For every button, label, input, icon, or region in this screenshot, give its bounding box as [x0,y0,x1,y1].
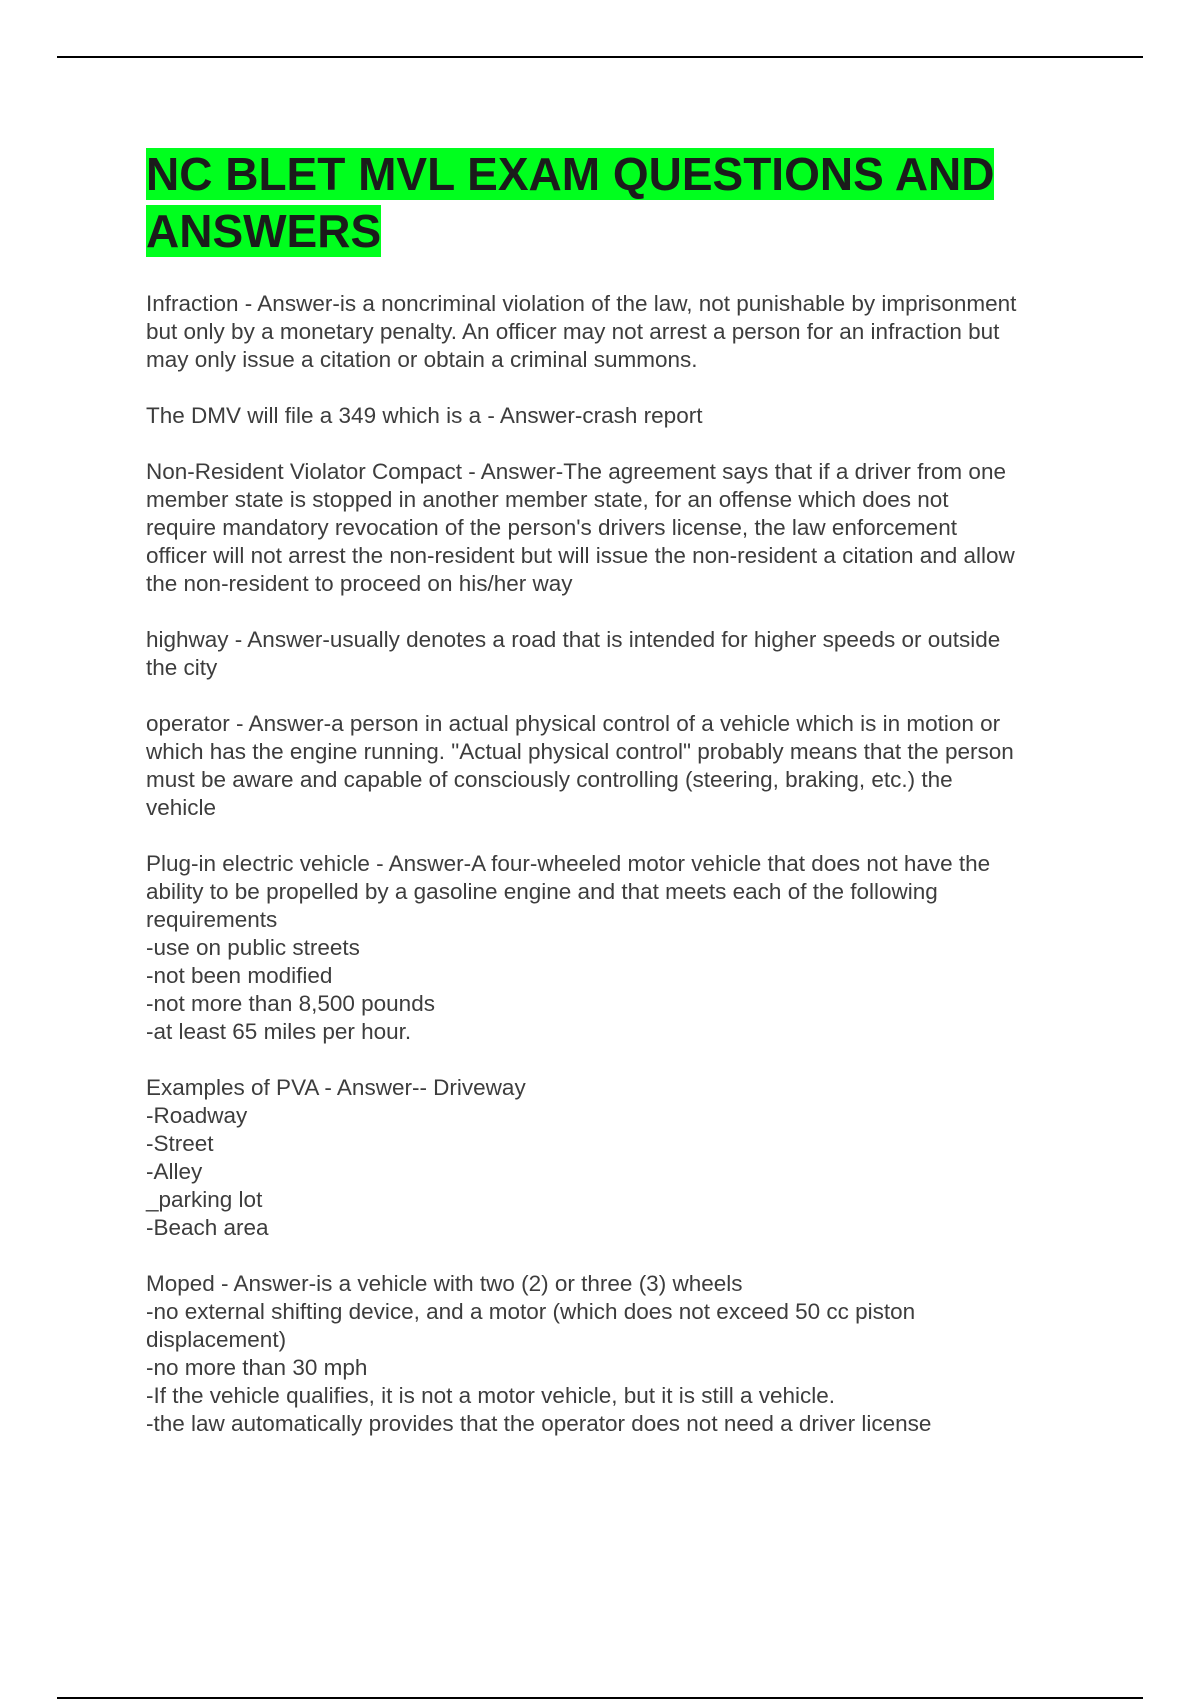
qa-entry-line: -Street [146,1131,214,1156]
qa-entry-line: may only issue a citation or obtain a criminal summons. [146,347,698,372]
qa-entry-line: officer will not arrest the non-resident but will issue the non-resident a citation and allow [146,543,1015,568]
qa-entry-line: the non-resident to proceed on his/her way [146,571,573,596]
document-body [146,146,1096,1466]
qa-entry-8 [146,1270,1096,1438]
qa-entry-line: which has the engine running. "Actual physical control" probably means that the person [146,739,1014,764]
qa-entry-line: but only by a monetary penalty. An officer may not arrest a person for an infraction but [146,319,1000,344]
qa-entry-line: vehicle [146,795,217,820]
qa-entry-line: displacement) [146,1327,287,1352]
qa-entry-line: -not more than 8,500 pounds [146,991,435,1016]
bottom-rule [57,1697,1143,1699]
qa-entry-line: require mandatory revocation of the person's drivers license, the law enforcement [146,515,957,540]
qa-entry-7 [146,1074,1096,1242]
qa-entry-line: ability to be propelled by a gasoline engine and that meets each of the following [146,879,938,904]
qa-entry-1 [146,290,1096,374]
page-title [146,146,1096,260]
qa-entry-line: -at least 65 miles per hour. [146,1019,412,1044]
page-title-highlight: NC BLET MVL EXAM QUESTIONS AND ANSWERS [146,148,995,257]
qa-entry-line: highway - Answer-usually denotes a road that is intended for higher speeds or outside [146,627,1001,652]
qa-entry-line: -use on public streets [146,935,360,960]
qa-entry-line: Moped - Answer-is a vehicle with two (2) or three (3) wheels [146,1271,743,1296]
qa-entry-line: the city [146,655,218,680]
qa-entry-line: -no external shifting device, and a motor (which does not exceed 50 cc piston [146,1299,916,1324]
top-rule [57,56,1143,58]
qa-entry-line: operator - Answer-a person in actual physical control of a vehicle which is in motion or [146,711,1001,736]
qa-entry-line: -no more than 30 mph [146,1355,368,1380]
qa-entry-line: Plug-in electric vehicle - Answer-A four-wheeled motor vehicle that does not have the [146,851,991,876]
qa-entry-line: requirements [146,907,278,932]
qa-entry-line: must be aware and capable of consciously controlling (steering, braking, etc.) the [146,767,953,792]
qa-entry-4 [146,626,1096,682]
qa-list [146,290,1096,1438]
qa-entry-2 [146,402,1096,430]
qa-entry-6 [146,850,1096,1046]
qa-entry-line: Examples of PVA - Answer-- Driveway [146,1075,526,1100]
qa-entry-line: Non-Resident Violator Compact - Answer-The agreement says that if a driver from one [146,459,1006,484]
qa-entry-line: -Beach area [146,1215,269,1240]
qa-entry-5 [146,710,1096,822]
qa-entry-line: -Alley [146,1159,203,1184]
qa-entry-line: -Roadway [146,1103,248,1128]
qa-entry-line: Infraction - Answer-is a noncriminal violation of the law, not punishable by imprisonment [146,291,1017,316]
qa-entry-line: -not been modified [146,963,333,988]
qa-entry-line: _parking lot [146,1187,263,1212]
qa-entry-3 [146,458,1096,598]
qa-entry-line: The DMV will file a 349 which is a - Answer-crash report [146,403,703,428]
qa-entry-line: -the law automatically provides that the operator does not need a driver license [146,1411,932,1436]
qa-entry-line: member state is stopped in another member state, for an offense which does not [146,487,949,512]
qa-entry-line: -If the vehicle qualifies, it is not a motor vehicle, but it is still a vehicle. [146,1383,836,1408]
